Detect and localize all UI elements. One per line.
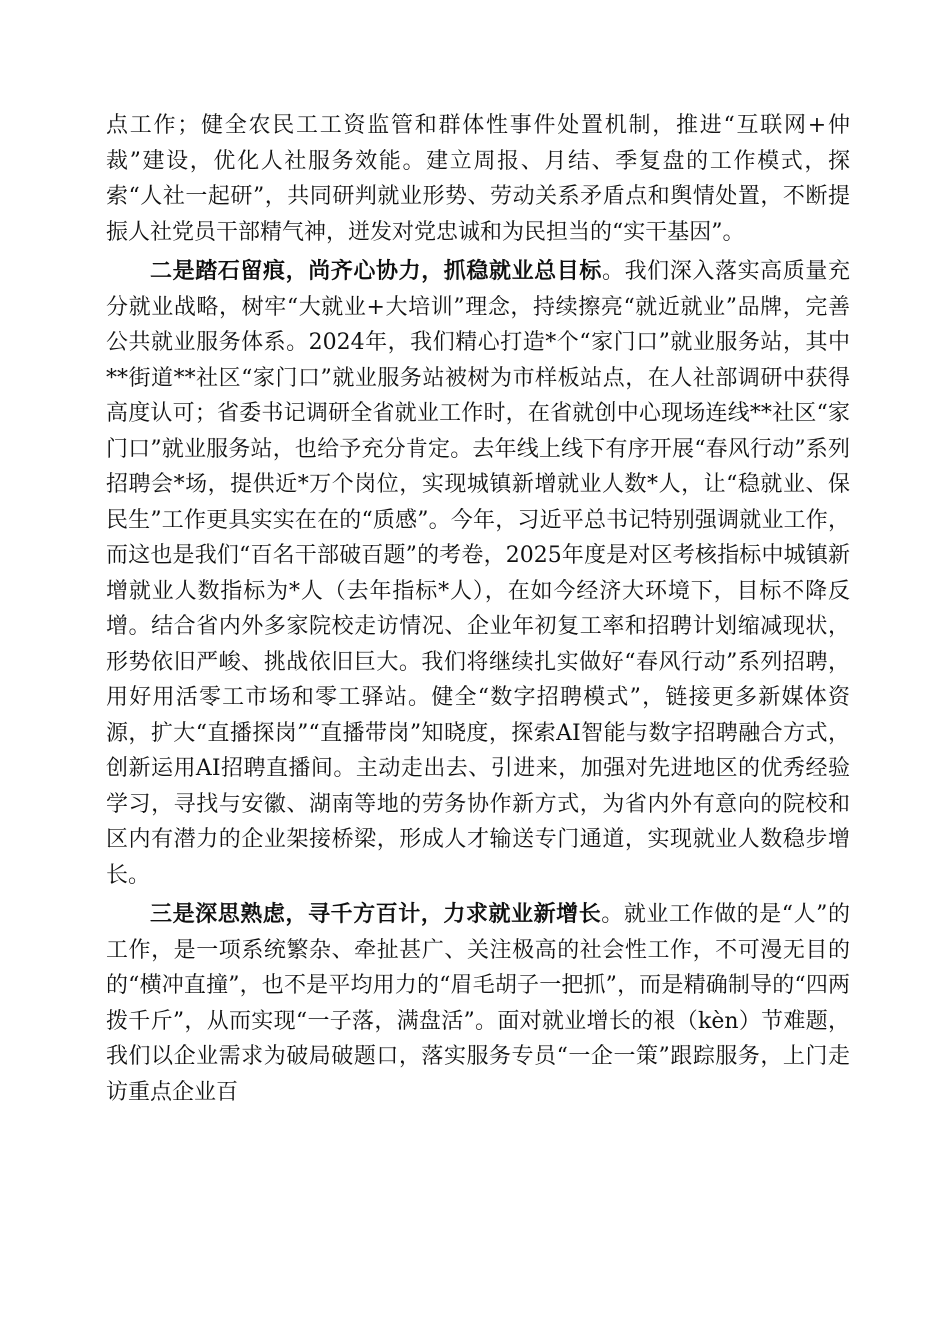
paragraph-1-text: 点工作；健全农民工工资监管和群体性事件处置机制，推进“互联网+仲裁”建设，优化人社服务效能。建立周报、月结、季复盘的工作模式，探索“人社一起研”，共同研判就业形势、劳动关系矛盾点和舆情处置，不断提振人社党员干部精气神，迸发对党忠诚和为民担当的“实干基因”。 [106,113,850,245]
paragraph-1 [106,108,850,250]
paragraph-2-heading: 二是踏石留痕，尚齐心协力，抓稳就业总目标 [150,258,602,284]
paragraph-3-heading: 三是深思熟虑，寻千方百计，力求就业新增长 [150,901,602,927]
paragraph-3 [106,897,850,1110]
paragraph-2 [106,254,850,893]
paragraph-2-text: 。我们深入落实高质量充分就业战略，树牢“大就业+大培训”理念，持续擦亮“就近就业”品牌，完善公共就业服务体系。2024年，我们精心打造*个“家门口”就业服务站，其中**街道**社区“家门口”就业服务站被树为市样板站点，在人社部调研中获得高度认可；省委书记调研全省就业工作时，在省就创中心现场连线**社区“家门口”就业服务站，也给予充分肯定。去年线上线下有序开展“春风行动”系列招聘会*场，提供近*万个岗位，实现城镇新增就业人数*人，让“稳就业、保民生”工作更具实实在在的“质感”。今年，习近平总书记特别强调就业工作，而这也是我们“百名干部破百题”的考卷，2025年度是对区考核指标中城镇新增就业人数指标为*人（去年指标*人），在如今经济大环境下，目标不降反增。结合省内外多家院校走访情况、企业年初复工率和招聘计划缩减现状，形势依旧严峻、挑战依旧巨大。我们将继续扎实做好“春风行动”系列招聘，用好用活零工市场和零工驿站。健全“数字招聘模式”，链接更多新媒体资源，扩大“直播探岗”“直播带岗”知晓度，探索AI智能与数字招聘融合方式，创新运用AI招聘直播间。主动走出去、引进来，加强对先进地区的优秀经验学习，寻找与安徽、湖南等地的劳务协作新方式，为省内外有意向的院校和区内有潜力的企业架接桥梁，形成人才输送专门通道，实现就业人数稳步增长。 [106,259,850,888]
paragraph-3-text: 。就业工作做的是“人”的工作，是一项系统繁杂、牵扯甚广、关注极高的社会性工作，不可漫无目的的“横冲直撞”，也不是平均用力的“眉毛胡子一把抓”，而是精确制导的“四两拨千斤”，从而实现“一子落，满盘活”。面对就业增长的裉（kèn）节难题，我们以企业需求为破局破题口，落实服务专员“一企一策”跟踪服务，上门走访重点企业百 [106,902,850,1105]
document-page [106,108,850,1110]
